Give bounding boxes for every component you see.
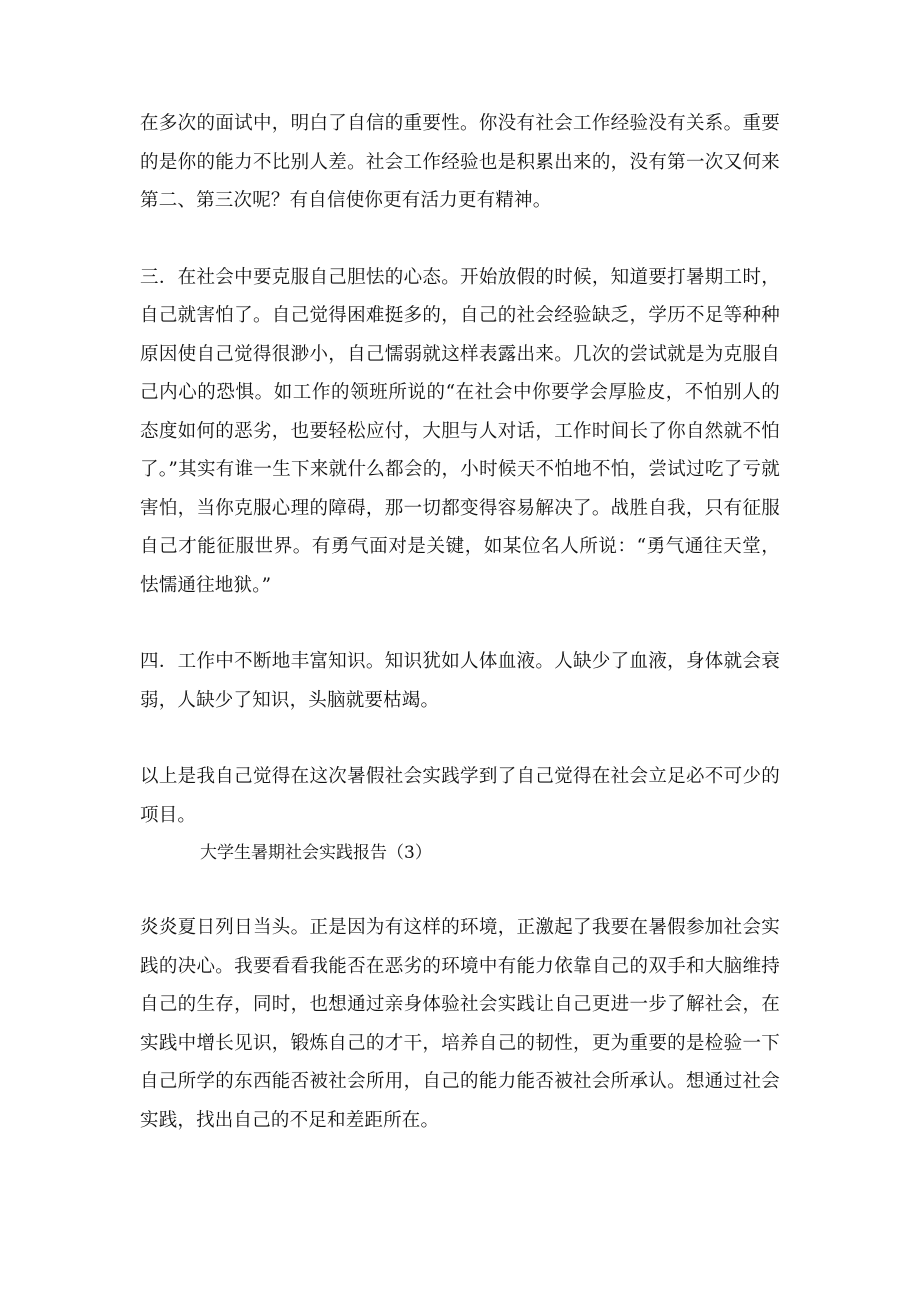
paragraph-confidence: 在多次的面试中，明白了自信的重要性。你没有社会工作经验没有关系。重要的是你的能力不比别人差。社会工作经验也是积累出来的，没有第一次又何来第二、第三次呢？有自信使你更有活力更有精神。 (140, 113, 780, 211)
paragraph-enrich-knowledge: 四．工作中不断地丰富知识。知识犹如人体血液。人缺少了血液，身体就会衰弱，人缺少了知识，头脑就要枯竭。 (140, 651, 780, 711)
paragraph-summer-practice: 炎炎夏日列日当头。正是因为有这样的环境，正激起了我要在暑假参加社会实践的决心。我要看看我能否在恶劣的环境中有能力依靠自己的双手和大脑维持自己的生存，同时，也想通过亲身体验社会实践让自己更进一步了解社会，在实践中增长见识，锻炼自己的才干，培养自己的韧性，更为重要的是检验一下自己所学的东西能否被社会所用，自己的能力能否被社会所承认。想通过社会实践，找出自己的不足和差距所在。 (140, 917, 780, 1131)
paragraph-overcome-timidity: 三．在社会中要克服自己胆怯的心态。开始放假的时候，知道要打暑期工时，自己就害怕了。自己觉得困难挺多的，自己的社会经验缺乏，学历不足等种种原因使自己觉得很渺小，自己懦弱就这样表露出来。几次的尝试就是为克服自己内心的恐惧。如工作的领班所说的“在社会中你要学会厚脸皮，不怕别人的态度如何的恶劣，也要轻松应付，大胆与人对话，工作时间长了你自然就不怕了。”其实有谁一生下来就什么都会的，小时候天不怕地不怕，尝试过吃了亏就害怕，当你克服心理的障碍，那一切都变得容易解决了。战胜自我，只有征服自己才能征服世界。有勇气面对是关键，如某位名人所说：“勇气通往天堂，怯懦通往地狱。” (140, 266, 780, 596)
document-page (140, 105, 780, 1140)
section-subtitle: 大学生暑期社会实践报告（3） (200, 843, 432, 863)
paragraph-summary: 以上是我自己觉得在这次暑假社会实践学到了自己觉得在社会立足必不可少的项目。 (140, 766, 780, 826)
